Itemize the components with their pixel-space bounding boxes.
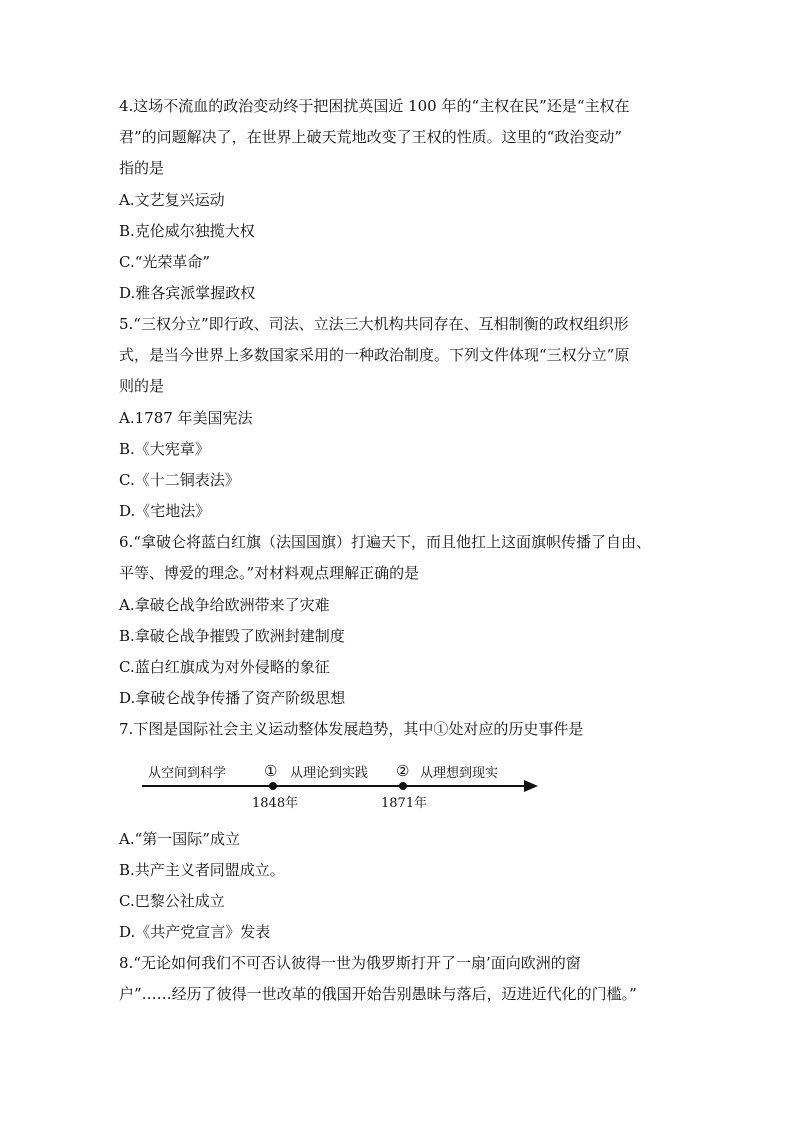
question-6-option-d: D.拿破仑战争传播了资产阶级思想 — [119, 689, 346, 707]
timeline-svg — [140, 758, 540, 818]
socialism-timeline-figure — [140, 758, 540, 818]
question-8-line-2: 户”……经历了彼得一世改革的俄国开始告别愚昧与落后，迈进近代化的门槛。” — [119, 985, 637, 1003]
question-6-line-1: 6.“拿破仑将蓝白红旗（法国国旗）打遍天下，而且他扛上这面旗帜传播了自由、 — [119, 533, 651, 551]
question-5-line-1: 5.“三权分立”即行政、司法、立法三大机构共同存在、互相制衡的政权组织形 — [119, 315, 629, 333]
question-5-stem — [119, 309, 679, 402]
question-7-option-a: A.“第一国际”成立 — [119, 830, 240, 848]
question-6-line-2: 平等、博爱的理念。”对材料观点理解正确的是 — [119, 564, 420, 582]
question-4-line-1: 4.这场不流血的政治变动终于把困扰英国近 100 年的“主权在民”还是“主权在 — [119, 97, 630, 115]
question-7-stem — [119, 714, 679, 745]
question-5-option-a: A.1787 年美国宪法 — [119, 409, 253, 427]
question-6-option-b: B.拿破仑战争摧毁了欧洲封建制度 — [119, 627, 345, 645]
timeline-segment-1-label: 从空间到科学 — [148, 766, 227, 781]
timeline-point-1871 — [399, 782, 407, 790]
timeline-segment-3-label: 从理想到现实 — [420, 766, 499, 781]
question-7-option-b: B.共产主义者同盟成立。 — [119, 861, 285, 879]
timeline-marker-2: ② — [396, 762, 410, 780]
question-4-option-a: A.文艺复兴运动 — [119, 191, 225, 209]
question-8-stem — [119, 948, 679, 1010]
question-4-line-2: 君”的问题解决了，在世界上破天荒地改变了王权的性质。这里的“政治变动” — [119, 128, 623, 146]
question-6-option-a: A.拿破仑战争给欧洲带来了灾难 — [119, 596, 330, 614]
question-5-option-d: D.《宅地法》 — [119, 502, 211, 520]
timeline-year-1848: 1848年 — [252, 796, 299, 811]
question-5-line-2: 式，是当今世界上多数国家采用的一种政治制度。下列文件体现“三权分立”原 — [119, 346, 630, 364]
timeline-segment-2-label: 从理论到实践 — [290, 766, 369, 781]
timeline-arrowhead-icon — [524, 780, 538, 792]
question-4-option-c: C.“光荣革命” — [119, 253, 211, 271]
question-7-option-c: C.巴黎公社成立 — [119, 892, 225, 910]
question-5-line-3: 则的是 — [119, 377, 165, 395]
question-8-line-1: 8.“无论如何我们不可否认彼得一世为俄罗斯打开了一扇’面向欧洲的窗 — [119, 954, 581, 972]
timeline-point-1848 — [269, 782, 277, 790]
question-7-option-d: D.《共产党宣言》发表 — [119, 923, 271, 941]
question-4-option-d: D.雅各宾派掌握政权 — [119, 284, 256, 302]
question-5-option-c: C.《十二铜表法》 — [119, 471, 240, 489]
timeline-year-1871: 1871年 — [381, 796, 428, 811]
question-4-line-3: 指的是 — [119, 159, 165, 177]
question-4-stem — [119, 91, 679, 184]
question-6-option-c: C.蓝白红旗成为对外侵略的象征 — [119, 658, 330, 676]
question-7-line-1: 7.下图是国际社会主义运动整体发展趋势，其中①处对应的历史事件是 — [119, 720, 584, 738]
timeline-marker-1: ① — [264, 762, 278, 780]
question-5-option-b: B.《大宪章》 — [119, 440, 210, 458]
question-4-option-b: B.克伦威尔独揽大权 — [119, 222, 255, 240]
question-6-stem — [119, 527, 679, 589]
